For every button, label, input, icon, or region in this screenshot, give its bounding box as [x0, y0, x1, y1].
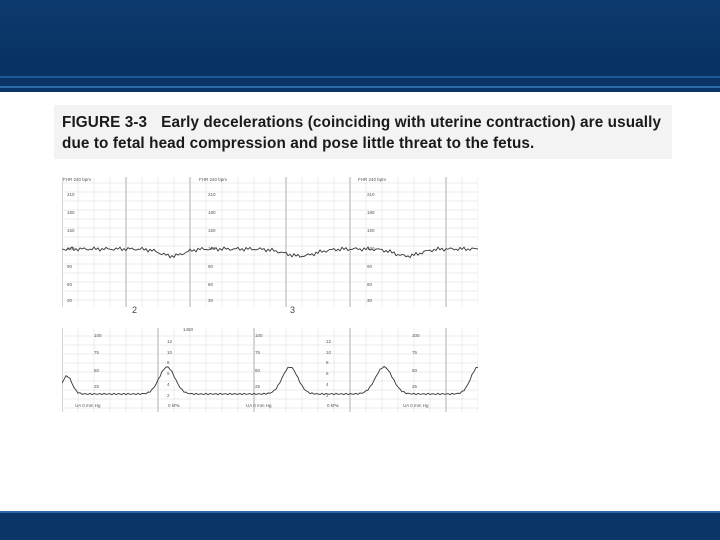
fhr-scale-value: 180 — [67, 210, 75, 215]
ua-kpa-value: 12 — [167, 339, 173, 344]
fhr-tracing — [62, 177, 478, 307]
fhr-scale-value: 210 — [67, 192, 75, 197]
ua-kpa-value: 8 — [326, 360, 329, 365]
ua-kpa-value: 6 — [326, 371, 329, 376]
ua-footer-label: 0 kPa — [168, 403, 180, 408]
fhr-scale-value: 180 — [208, 210, 216, 215]
footer-band — [0, 511, 720, 540]
fhr-scale-value: 30 — [208, 298, 214, 303]
ua-scale-value: 100 — [412, 333, 420, 338]
ua-scale-value: 75 — [94, 350, 100, 355]
fhr-scale-value: 30 — [67, 298, 73, 303]
footer-rule — [0, 511, 720, 513]
ua-scale-value: 25 — [255, 384, 261, 389]
fhr-scale-value: 90 — [208, 264, 214, 269]
ua-kpa-value: 2 — [167, 393, 170, 398]
fhr-header-label-2: FHR 240 bpm — [199, 177, 228, 182]
fhr-scale-value: 60 — [67, 282, 73, 287]
fhr-scale-value: 150 — [208, 228, 216, 233]
fhr-header-label-3: FHR 240 bpm — [358, 177, 387, 182]
header-rule — [0, 76, 720, 78]
strip-page-marker: 2 — [132, 305, 138, 315]
figure-caption-text: Early decelerations (coinciding with uterine contraction) are usually due to fetal head compression and pose little threat to the fetus. — [62, 114, 662, 152]
ua-kpa-value: 2 — [326, 393, 329, 398]
fhr-scale-value: 180 — [367, 210, 375, 215]
header-rule-lower — [0, 86, 720, 88]
fhr-scale-value: 30 — [367, 298, 373, 303]
figure-number: FIGURE 3-3 — [62, 114, 148, 131]
ua-kpa-value: 12 — [326, 339, 332, 344]
ua-kpa-value: 10 — [167, 350, 173, 355]
ua-footer-label: 0 kPa — [327, 403, 339, 408]
fhr-header-label-1: FHR 240 bpm — [63, 177, 92, 182]
fhr-tracing-strip — [62, 177, 478, 307]
fhr-scale-value: 210 — [367, 192, 375, 197]
ua-footer-label: UA 0 mm Hg — [246, 403, 272, 408]
fhr-scale-value: 120 — [208, 246, 216, 251]
ua-kpa-value: 4 — [167, 382, 170, 387]
ua-footer-label: UA 0 mm Hg — [75, 403, 101, 408]
ua-kpa-value: 6 — [167, 371, 170, 376]
ua-scale-value: 50 — [412, 368, 418, 373]
figure-caption — [62, 112, 668, 154]
fhr-scale-value: 150 — [67, 228, 75, 233]
header-band — [0, 0, 720, 92]
ua-scale-value: 100 — [255, 333, 263, 338]
ua-scale-value: 50 — [94, 368, 100, 373]
strip-page-marker: 3 — [290, 305, 296, 315]
ua-scale-value: 100 — [94, 333, 102, 338]
ua-kpa-value: 10 — [326, 350, 332, 355]
fhr-scale-value: 210 — [208, 192, 216, 197]
ua-kpa-value: 4 — [326, 382, 329, 387]
fhr-scale-value: 60 — [367, 282, 373, 287]
ua-scale-value: 25 — [94, 384, 100, 389]
ua-scale-value: 50 — [255, 368, 261, 373]
ua-top-label: 1460 — [183, 327, 194, 332]
ua-kpa-value: 8 — [167, 360, 170, 365]
fhr-scale-value: 120 — [367, 246, 375, 251]
fhr-scale-value: 60 — [208, 282, 214, 287]
fhr-scale-value: 90 — [67, 264, 73, 269]
fhr-scale-value: 150 — [367, 228, 375, 233]
ua-scale-value: 25 — [412, 384, 418, 389]
fhr-scale-value: 120 — [67, 246, 75, 251]
ua-scale-value: 75 — [255, 350, 261, 355]
ua-scale-value: 75 — [412, 350, 418, 355]
ua-footer-label: UA 0 mm Hg — [403, 403, 429, 408]
fhr-scale-value: 90 — [367, 264, 373, 269]
